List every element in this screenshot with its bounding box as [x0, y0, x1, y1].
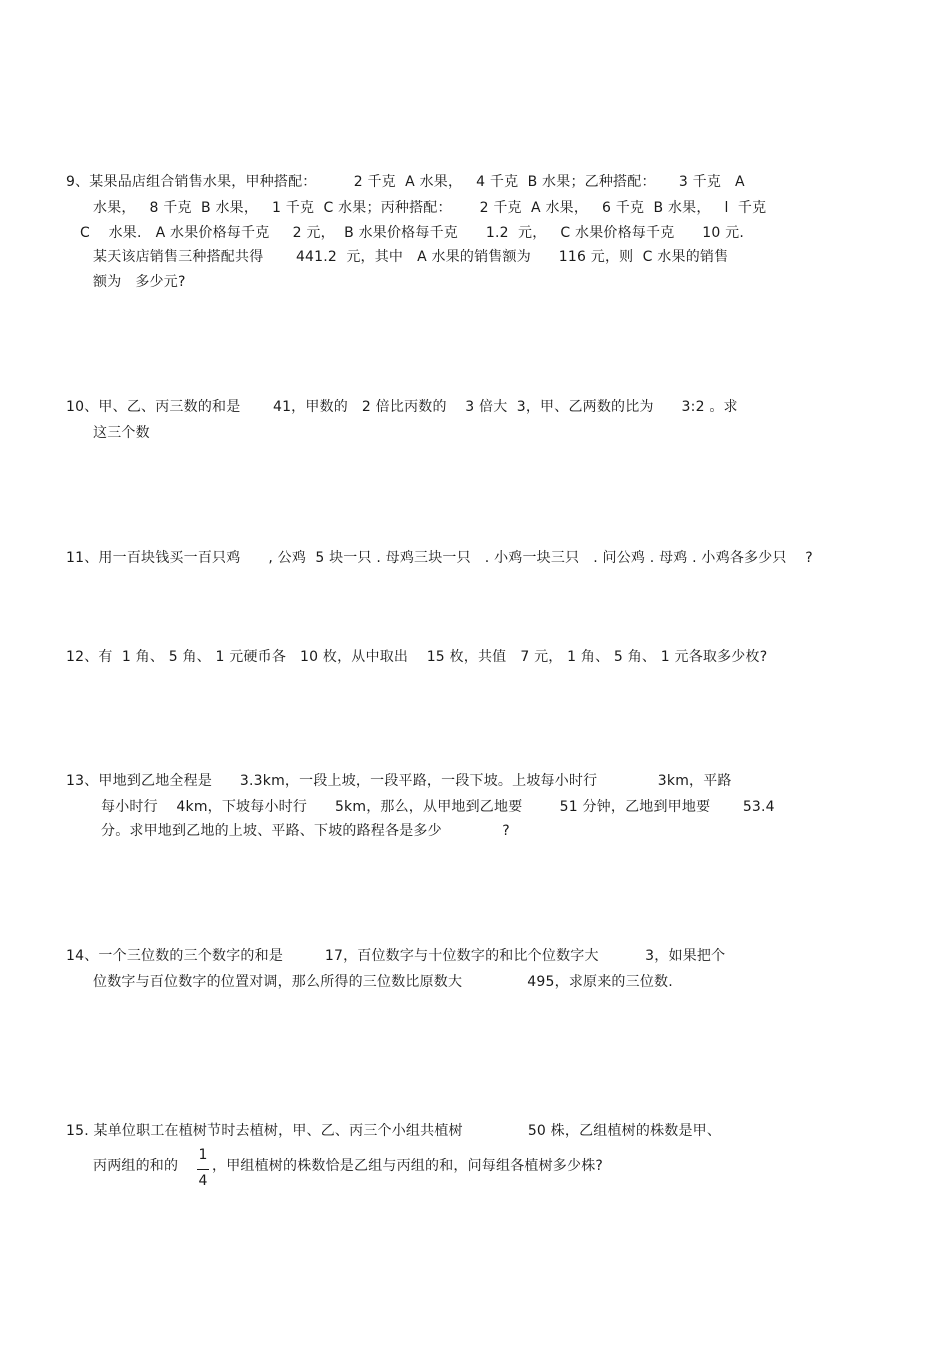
problem-text-line: 10、甲、乙、丙三数的和是 41，甲数的 2 倍比丙数的 3 倍大 3，甲、乙两数的比为 3:2 。求	[66, 399, 738, 415]
problem-text-line: 某天该店销售三种搭配共得 441.2 元，其中 A 水果的销售额为 116 元，则 C 水果的销售	[93, 249, 729, 265]
problem-text-line: C 水果. A 水果价格每千克 2 元， B 水果价格每千克 1.2 元， C 水果价格每千克 10 元.	[80, 225, 745, 241]
problem-text-line: 14、一个三位数的三个数字的和是 17，百位数字与十位数字的和比个位数字大 3，如果把个	[66, 948, 726, 964]
problem-text-line: 9、某果品店组合销售水果，甲种搭配： 2 千克 A 水果， 4 千克 B 水果；乙种搭配： 3 千克 A	[66, 174, 745, 190]
problem-text-line: 丙两组的和的	[93, 1158, 179, 1174]
problem-text-line: 额为 多少元?	[93, 274, 186, 290]
problem-text-line: ，甲组植树的株数恰是乙组与丙组的和，问每组各植树多少株?	[212, 1158, 604, 1174]
problem-text-line: 位数字与百位数字的位置对调，那么所得的三位数比原数大 495，求原来的三位数.	[93, 974, 673, 990]
problem-text-line: 分。求甲地到乙地的上坡、平路、下坡的路程各是多少 ?	[101, 823, 510, 839]
problem-text-line: 每小时行 4km，下坡每小时行 5km，那么，从甲地到乙地要 51 分钟，乙地到甲地要 53.4	[101, 799, 775, 815]
problem-text-line: 13、甲地到乙地全程是 3.3km，一段上坡，一段平路，一段下坡。上坡每小时行 3km，平路	[66, 773, 732, 789]
problem-text-line: 这三个数	[93, 425, 150, 441]
problem-text-line: 11、用一百块钱买一百只鸡 , 公鸡 5 块一只 . 母鸡三块一只 . 小鸡一块三只 . 问公鸡 . 母鸡 . 小鸡各多少只 ?	[66, 550, 813, 566]
problem-text-line: 水果， 8 千克 B 水果， 1 千克 C 水果；丙种搭配： 2 千克 A 水果， 6 千克 B 水果， l 千克	[93, 200, 767, 216]
problem-text-line: 12、有 1 角、 5 角、 1 元硬币各 10 枚，从中取出 15 枚，共值 7 元， 1 角、 5 角、 1 元各取多少枚?	[66, 649, 768, 665]
fraction-bar	[197, 1169, 209, 1170]
fraction-denominator: 4	[198, 1173, 208, 1189]
fraction-numerator: 1	[198, 1147, 208, 1163]
problem-text-line: 15. 某单位职工在植树节时去植树，甲、乙、丙三个小组共植树 50 株，乙组植树的株数是甲、	[66, 1123, 722, 1139]
